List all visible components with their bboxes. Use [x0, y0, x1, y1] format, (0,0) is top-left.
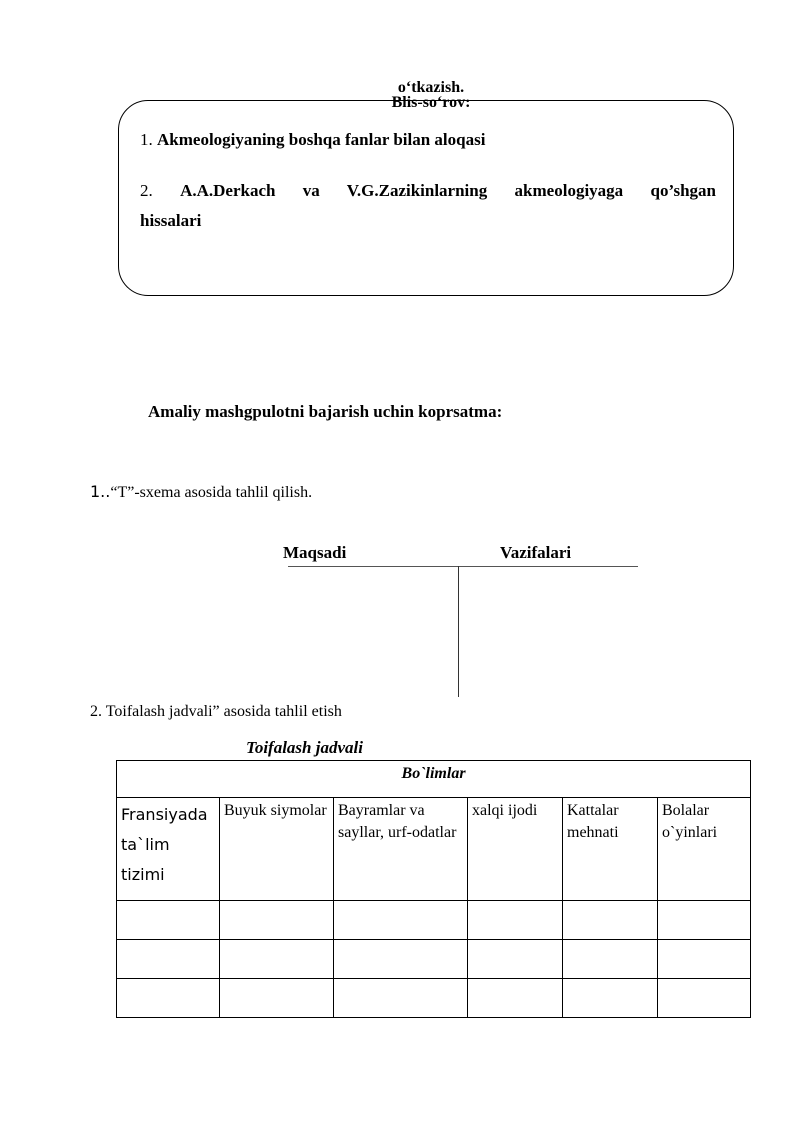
heading-line-1: o‘tkazish. [397, 79, 465, 96]
table-cell[interactable] [468, 940, 563, 979]
table-cell[interactable] [334, 901, 468, 940]
task-2: 2. Toifalash jadvali” asosida tahlil etish [90, 703, 342, 720]
question-1-number: 1. [140, 130, 153, 149]
column-header-cell: Bayramlar va sayllar, urf-odatlar [334, 798, 468, 901]
table-cell[interactable] [334, 940, 468, 979]
t-chart-horizontal-line [288, 566, 638, 567]
table-cell[interactable] [220, 901, 334, 940]
question-2-text-line2: hissalari [140, 211, 202, 230]
blis-question-2 [140, 176, 716, 206]
column-header-cell: xalqi ijodi [468, 798, 563, 901]
table-cell[interactable] [220, 940, 334, 979]
table-caption: Toifalash jadvali [246, 738, 363, 757]
table-cell[interactable] [220, 979, 334, 1018]
column-header-cell: Buyuk siymolar [220, 798, 334, 901]
table-cell[interactable] [658, 940, 751, 979]
table-cell[interactable] [117, 940, 220, 979]
table-cell[interactable] [658, 901, 751, 940]
question-1-text: Akmeologiyaning boshqa fanlar bilan aloqasi [157, 130, 486, 149]
table-cell[interactable] [468, 979, 563, 1018]
table-cell[interactable] [117, 901, 220, 940]
table-row [117, 901, 751, 940]
task-1-text: “T”-sxema asosida tahlil qilish. [110, 484, 313, 501]
question-2-text-line1: A.A.Derkach va V.G.Zazikinlarning akmeologiyaga qo’shgan [180, 181, 717, 200]
t-chart-right-heading: Vazifalari [500, 543, 572, 562]
table-cell[interactable] [117, 979, 220, 1018]
task-1 [90, 482, 312, 502]
question-2-number: 2. [140, 181, 153, 200]
task-1-number: 1.. [90, 482, 111, 501]
instruction-title: Amaliy mashgpulotni bajarish uchin koprsatma: [148, 402, 503, 421]
table-cell[interactable] [563, 979, 658, 1018]
table-cell[interactable] [468, 901, 563, 940]
table-row [117, 979, 751, 1018]
column-header-cell: Kattalar mehnati [563, 798, 658, 901]
categorization-table [116, 760, 751, 1018]
heading-line-2: Blis-so‘rov: [391, 94, 471, 111]
column-header-cell: Bolalar o`yinlari [658, 798, 751, 901]
column-header-cell: Fransiyada ta`lim tizimi [117, 798, 220, 901]
table-cell[interactable] [658, 979, 751, 1018]
t-chart-left-heading: Maqsadi [283, 543, 347, 562]
blis-question-1 [140, 130, 485, 150]
table-cell[interactable] [563, 901, 658, 940]
table-cell[interactable] [563, 940, 658, 979]
table-header-cell: Bo`limlar [117, 761, 751, 798]
table-column-row [117, 798, 751, 901]
t-chart-vertical-line [458, 566, 459, 697]
table-row [117, 940, 751, 979]
table-cell[interactable] [334, 979, 468, 1018]
